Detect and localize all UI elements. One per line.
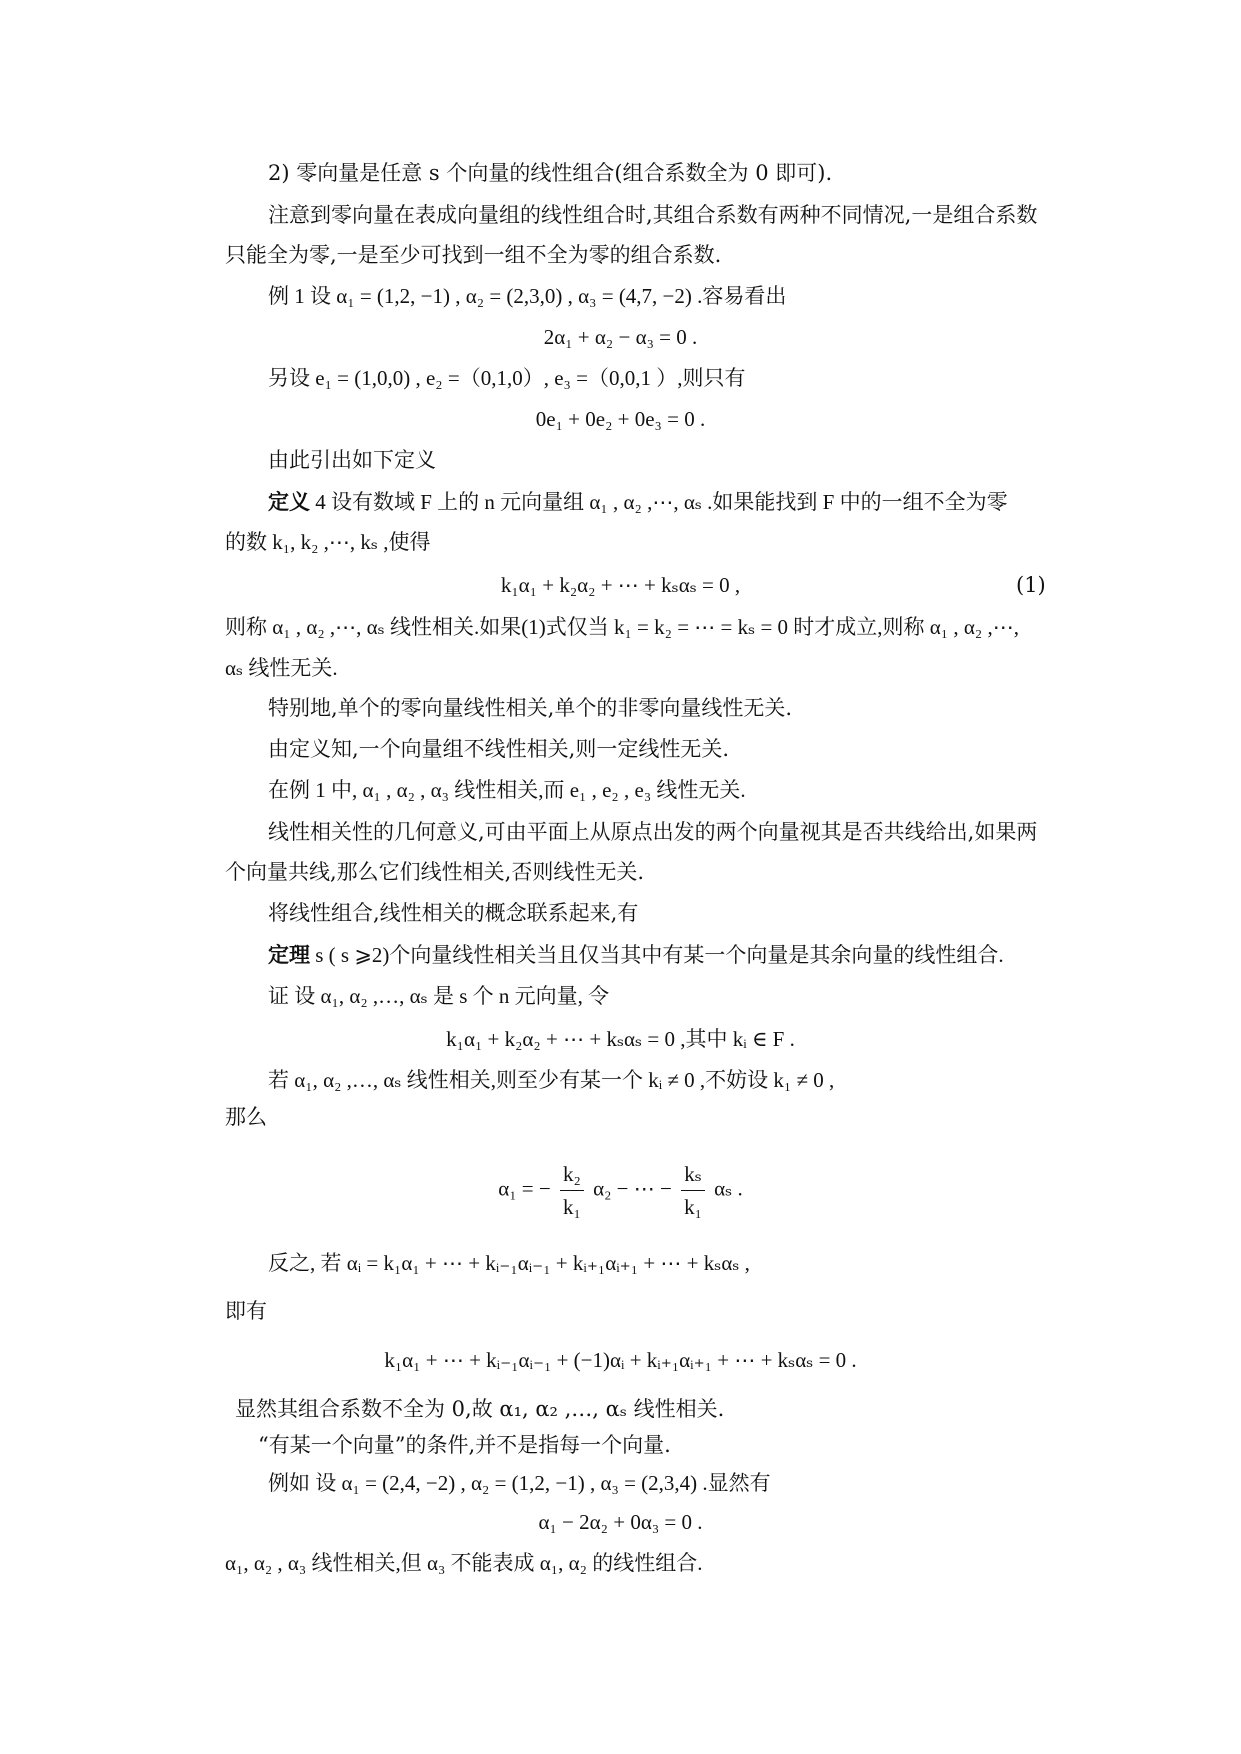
text-line: 将线性组合,线性相关的概念联系起来,有	[268, 901, 639, 925]
example-line: 例如 设 α₁ = (2,4, −2) , α₂ = (1,2, −1) , α₃ = (2,3,4) .显然有	[268, 1471, 771, 1495]
proof-line: 证 设 α₁, α₂ ,…, αₛ 是 s 个 n 元向量, 令	[268, 984, 610, 1008]
equation: 2α₁ + α₂ − α₃ = 0 .	[543, 325, 698, 349]
theorem-label: 定理	[268, 943, 310, 967]
text-line: αₛ 线性无关.	[225, 656, 338, 680]
numerator: kₛ	[681, 1158, 705, 1191]
text-line: 在例 1 中, α₁ , α₂ , α₃ 线性相关,而 e₁ , e₂ , e₃ 线性无关.	[268, 778, 746, 802]
text-line: 即有	[225, 1299, 267, 1323]
definition-label: 定义	[268, 490, 310, 514]
theorem-text: s ( s ⩾2)个向量线性相关当且仅当其中有某一个向量是其余向量的线性组合.	[310, 943, 1004, 967]
denominator: k₁	[684, 1195, 702, 1219]
equation: 0e₁ + 0e₂ + 0e₃ = 0 .	[535, 407, 706, 431]
equation-part: α₂ − ⋯ −	[593, 1176, 672, 1201]
definition-text: 4 设有数域 F 上的 n 元向量组 α₁ , α₂ ,⋯, αₛ .如果能找到 F 中的一组不全为零	[310, 490, 1008, 514]
text-line: 注意到零向量在表成向量组的线性组合时,其组合系数有两种不同情况,一是组合系数	[268, 203, 1038, 227]
text-line: 则称 α₁ , α₂ ,⋯, αₛ 线性相关.如果(1)式仅当 k₁ = k₂ = ⋯ = kₛ = 0 时才成立,则称 α₁ , α₂ ,⋯,	[225, 615, 1019, 639]
text-line: 2) 零向量是任意 s 个向量的线性组合(组合系数全为 0 即可).	[268, 161, 833, 185]
text-line: 反之, 若 αᵢ = k₁α₁ + ⋯ + kᵢ₋₁αᵢ₋₁ + kᵢ₊₁αᵢ₊₁ + ⋯ + kₛαₛ ,	[268, 1251, 750, 1275]
text-line: 那么	[225, 1105, 267, 1129]
equation: k₁α₁ + k₂α₂ + ⋯ + kₛαₛ = 0 ,其中 kᵢ ∈ F .	[446, 1027, 795, 1051]
equation-number: (1)	[1016, 573, 1046, 597]
fraction	[560, 1158, 584, 1223]
text-line: 若 α₁, α₂ ,…, αₛ 线性相关,则至少有某一个 kᵢ ≠ 0 ,不妨设 k₁ ≠ 0 ,	[268, 1068, 835, 1092]
example-1-line: 例 1 设 α₁ = (1,2, −1) , α₂ = (2,3,0) , α₃ = (4,7, −2) .容易看出	[268, 284, 787, 308]
equation: α₁ − 2α₂ + 0α₃ = 0 .	[538, 1510, 703, 1534]
numerator: k₂	[560, 1158, 584, 1191]
denominator: k₁	[563, 1195, 581, 1219]
equation-part: αₛ .	[714, 1176, 743, 1201]
text-line: 另设 e₁ = (1,0,0) , e₂ =（0,1,0）, e₃ =（0,0,1 ）,则只有	[268, 366, 746, 390]
text-line: 特别地,单个的零向量线性相关,单个的非零向量线性无关.	[268, 696, 793, 720]
text-line: 显然其组合系数不全为 0,故 α₁, α₂ ,…, αₛ 线性相关.	[235, 1397, 725, 1421]
theorem-line	[268, 940, 1004, 970]
equation-part: α₁ = −	[498, 1176, 551, 1201]
text-line: 个向量共线,那么它们线性相关,否则线性无关.	[225, 860, 645, 884]
text-line: 由定义知,一个向量组不线性相关,则一定线性无关.	[268, 737, 730, 761]
fraction	[681, 1158, 705, 1223]
text-line: 只能全为零,一是至少可找到一组不全为零的组合系数.	[225, 243, 722, 267]
text-line: 由此引出如下定义	[268, 448, 436, 472]
text-line: 线性相关性的几何意义,可由平面上从原点出发的两个向量视其是否共线给出,如果两	[268, 820, 1038, 844]
fraction-equation	[0, 1158, 1241, 1223]
definition-4-line	[268, 487, 1008, 517]
equation: k₁α₁ + ⋯ + kᵢ₋₁αᵢ₋₁ + (−1)αᵢ + kᵢ₊₁αᵢ₊₁ + ⋯ + kₛαₛ = 0 .	[384, 1348, 857, 1372]
text-line: α₁, α₂ , α₃ 线性相关,但 α₃ 不能表成 α₁, α₂ 的线性组合.	[225, 1551, 703, 1575]
text-line: “有某一个向量”的条件,并不是指每一个向量.	[258, 1433, 671, 1457]
equation-1: k₁α₁ + k₂α₂ + ⋯ + kₛαₛ = 0 ,	[500, 573, 741, 597]
text-line: 的数 k₁, k₂ ,⋯, kₛ ,使得	[225, 530, 431, 554]
